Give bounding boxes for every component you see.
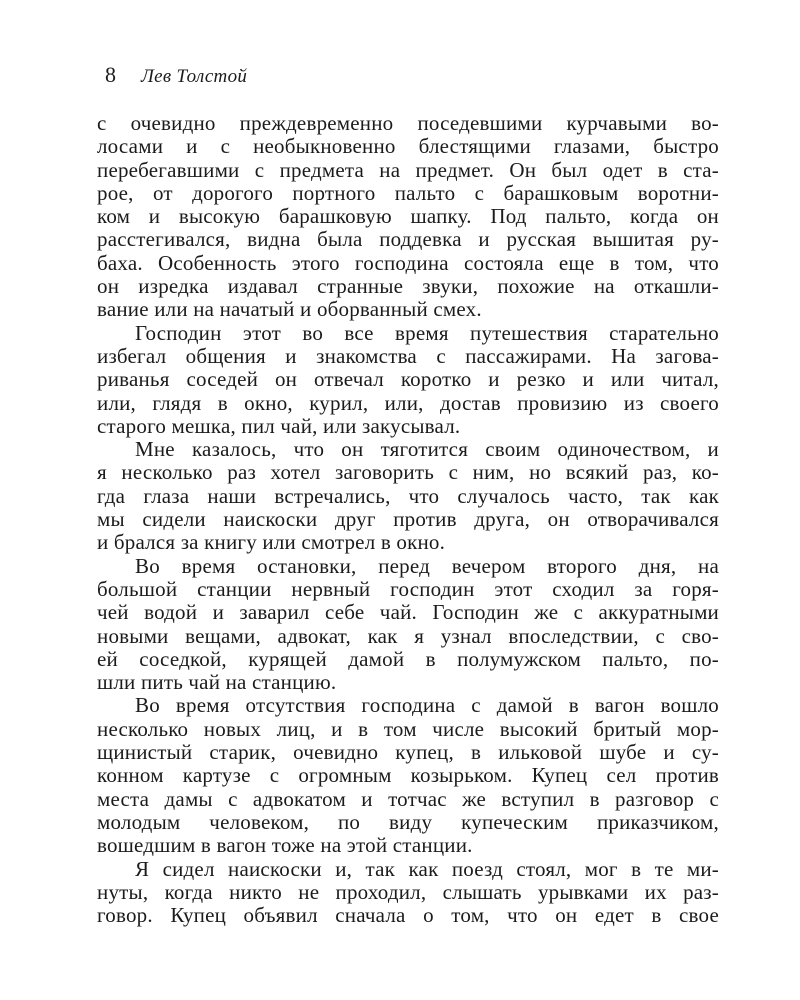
text-line: баха. Особенность этого господина состояла еще в том, что [97,250,719,275]
text-line: Во время отсутствия господина с дамой в вагон вошло [135,693,719,718]
text-line: Я сидел наискоски и, так как поезд стоял, мог в те ми- [135,856,719,881]
text-line: мы сидели наискоски друг против друга, он отворачивался [97,507,719,532]
text-line: и брался за книгу или смотрел в окно. [97,530,446,555]
text-line: он изредка издавал странные звуки, похожие на откашли- [97,274,719,299]
paragraph [97,438,719,554]
text-line: новыми вещами, адвокат, как я узнал впоследствии, с сво- [97,623,719,648]
text-line: конном картузе с огромным козырьком. Купец сел против [97,763,719,788]
text-line: перебегавшими с предмета на предмет. Он был одет в ста- [97,157,719,182]
paragraph [97,694,719,857]
text-line: шли пить чай на станцию. [97,670,337,695]
text-line: вошедшим в вагон тоже на этой станции. [97,833,473,858]
text-line: риванья соседей он отвечал коротко и резко и или читал, [97,367,719,392]
text-line: ком и высокую барашковую шапку. Под пальто, когда он [97,204,719,229]
text-line: расстегивался, видна была поддевка и русская вышитая ру- [97,227,719,252]
text-line: с очевидно преждевременно поседевшими курчавыми во- [97,111,719,135]
text-line: старого мешка, пил чай, или закусывал. [97,413,461,438]
text-line: я несколько раз хотел заговорить с ним, но всякий раз, ко- [97,460,719,485]
text-line: вание или на начатый и оборванный смех. [97,297,482,322]
text-line: или, глядя в окно, курил, или, достав провизию из своего [97,390,719,415]
paragraph [97,322,719,438]
page-number: 8 [105,62,116,87]
text-line: места дамы с адвокатом и тотчас же вступил в разговор с [97,786,719,811]
text-line: чей водой и заварил себе чай. Господин же с аккуратными [97,600,719,625]
text-line: ей соседкой, курящей дамой в полумужском пальто, по- [97,646,719,671]
text-line: говор. Купец объявил сначала о том, что он едет в свое [97,903,719,928]
text-line: молодым человеком, по виду купеческим приказчиком, [97,809,719,834]
text-line: нуты, когда никто не проходил, слышать урывками их раз- [97,879,719,904]
paragraph [97,858,719,928]
page-header [97,63,719,89]
paragraph [97,555,719,695]
text-line: Господин этот во все время путешествия старательно [135,320,719,345]
text-body [97,112,719,927]
text-line: гда глаза наши встречались, что случалось часто, так как [97,483,719,508]
text-line: избегал общения и знакомства с пассажирами. На загова- [97,343,719,368]
text-line: щинистый старик, очевидно купец, в ильковой шубе и су- [97,740,719,765]
paragraph [97,112,719,322]
text-line: несколько новых лиц, и в том числе высокий бритый мор- [97,716,719,741]
text-line: рое, от дорогого портного пальто с барашковым воротни- [97,180,719,205]
running-title: Лев Толстой [141,66,248,87]
text-line: лосами и с необыкновенно блестящими глазами, быстро [97,134,719,159]
text-line: большой станции нервный господин этот сходил за горя- [97,576,719,601]
text-line: Во время остановки, перед вечером второго дня, на [135,553,719,578]
text-line: Мне казалось, что он тяготится своим одиночеством, и [135,437,719,462]
